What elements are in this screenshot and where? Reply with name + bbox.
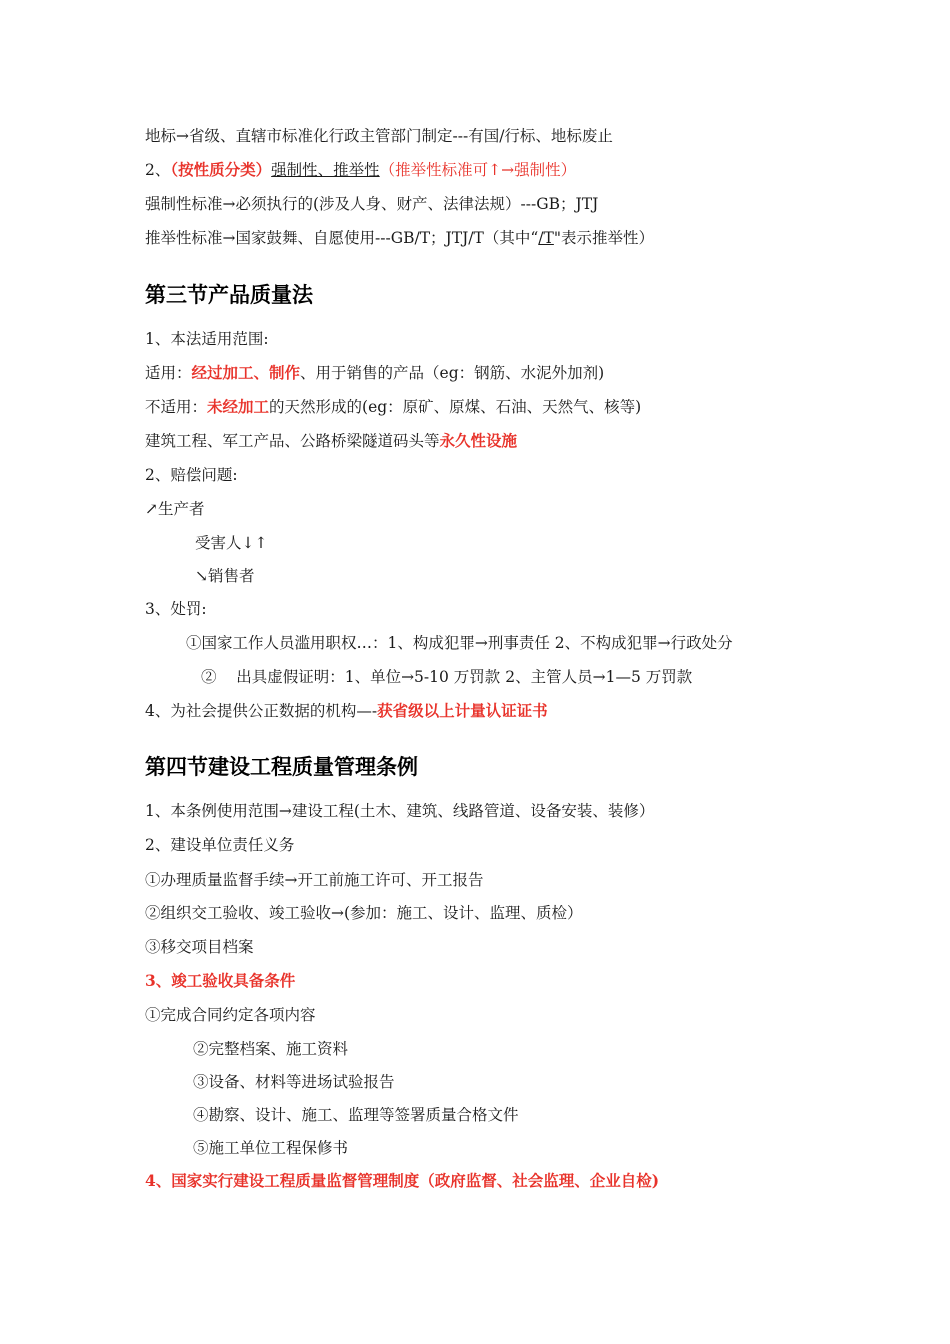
highlight-text: 获省级以上计量认证证书	[377, 701, 548, 720]
underlined-text: /T	[538, 229, 554, 247]
text-span: "表示推举性）	[553, 229, 654, 247]
text-line	[195, 566, 255, 586]
text-span: ②完整档案、施工资料	[193, 1040, 349, 1058]
text-span: ③设备、材料等进场试验报告	[193, 1073, 395, 1091]
text-span: 、用于销售的产品（eg：钢筋、水泥外加剂)	[300, 364, 605, 382]
text-span: 地标→省级、直辖市标准化行政主管部门制定---有国/行标、地标废止	[145, 127, 613, 145]
text-line	[145, 870, 484, 890]
text-span: 适用：	[145, 364, 192, 382]
text-line	[145, 971, 295, 991]
text-span: ②组织交工验收、竣工验收→(参加：施工、设计、监理、质检）	[145, 904, 583, 922]
text-span: 1、本法适用范围:	[145, 330, 269, 348]
text-span: ①国家工作人员滥用职权…：1、构成犯罪→刑事责任 2、不构成犯罪→行政处分	[186, 634, 733, 652]
text-line	[145, 701, 548, 721]
text-line	[145, 126, 613, 146]
highlight-text: （按性质分类）	[170, 160, 272, 179]
text-span: 建筑工程、军工产品、公路桥梁隧道码头等	[145, 432, 440, 450]
highlight-text: （推举性标准可↑→强制性）	[379, 161, 577, 179]
text-line	[193, 1105, 519, 1125]
highlight-text: 未经加工	[207, 397, 270, 416]
text-span: ↘销售者	[195, 567, 255, 585]
text-line	[145, 431, 517, 451]
highlight-text: 3、竣工验收具备条件	[145, 971, 296, 990]
text-span: ①办理质量监督手续→开工前施工许可、开工报告	[145, 871, 484, 889]
text-line	[145, 1171, 659, 1191]
text-span: 3、处罚:	[145, 600, 207, 618]
text-line	[193, 1138, 348, 1158]
highlight-text: 经过加工、制作	[191, 363, 301, 382]
text-span: 2、	[145, 161, 171, 179]
section-heading: 第三节产品质量法	[145, 283, 313, 307]
text-line	[145, 801, 654, 821]
text-span: 不适用：	[145, 398, 208, 416]
text-line	[193, 1039, 348, 1059]
text-line	[145, 1005, 316, 1025]
text-span: 2、建设单位责任义务	[145, 836, 295, 854]
text-span: 受害人↓↑	[195, 534, 268, 552]
text-line	[145, 194, 598, 214]
text-span: ↗生产者	[145, 500, 205, 518]
text-line	[145, 363, 604, 383]
text-span: ② 出具虚假证明：1、单位→5-10 万罚款 2、主管人员→1—5 万罚款	[201, 668, 693, 686]
text-line	[193, 1072, 395, 1092]
text-line	[186, 633, 733, 653]
text-line	[145, 835, 294, 855]
text-span: 4、为社会提供公正数据的机构—-	[145, 702, 378, 720]
text-line	[195, 533, 267, 553]
text-span: ③移交项目档案	[145, 938, 254, 956]
text-line	[145, 397, 641, 417]
text-span: 的天然形成的(eg：原矿、原煤、石油、天然气、核等)	[269, 398, 642, 416]
text-span: 强制性标准→必须执行的(涉及人身、财产、法律法规）---GB；JTJ	[145, 195, 599, 213]
text-line	[145, 465, 238, 485]
text-line	[145, 599, 207, 619]
text-span: 2、赔偿问题:	[145, 466, 238, 484]
text-line	[201, 667, 692, 687]
text-span: 推举性标准→国家鼓舞、自愿使用---GB/T；JTJ/T（其中“	[145, 229, 539, 247]
text-line	[145, 160, 576, 180]
text-line	[145, 228, 654, 248]
section-heading: 第四节建设工程质量管理条例	[145, 755, 418, 779]
text-span: ⑤施工单位工程保修书	[193, 1139, 349, 1157]
highlight-text: 永久性设施	[439, 431, 518, 450]
text-line	[145, 499, 205, 519]
text-span: ①完成合同约定各项内容	[145, 1006, 316, 1024]
text-span: ④勘察、设计、施工、监理等签署质量合格文件	[193, 1106, 519, 1124]
text-line	[145, 329, 269, 349]
text-span: 1、本条例使用范围→建设工程(土木、建筑、线路管道、设备安装、装修）	[145, 802, 655, 820]
text-line	[145, 903, 583, 923]
text-line	[145, 937, 254, 957]
underlined-text: 强制性、推举性	[271, 161, 380, 179]
highlight-text: 4、国家实行建设工程质量监督管理制度（政府监督、社会监理、企业自检)	[145, 1171, 660, 1190]
